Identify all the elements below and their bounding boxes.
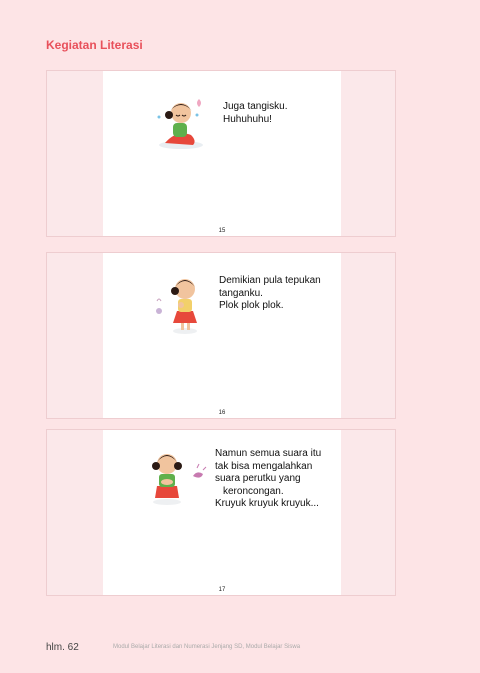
story-panel-1: [46, 70, 396, 237]
story-panel-3: [46, 429, 396, 596]
footer-page-label: hlm. 62: [46, 642, 79, 653]
page-number: 17: [218, 587, 226, 593]
section-title: Kegiatan Literasi: [46, 38, 143, 52]
footer-caption: Modul Belajar Literasi dan Numerasi Jenjang SD, Modul Belajar Siswa: [113, 644, 301, 650]
page-number: 15: [218, 228, 226, 234]
story-text: Namun semua suara itu tak bisa mengalahkan suara perutku yang keroncongan. Kruyuk kruyuk kruyuk...: [215, 448, 322, 509]
story-text: Juga tangisku. Huhuhuhu!: [223, 101, 288, 125]
hungry-girl-illustration: [145, 446, 215, 508]
story-text: Demikian pula tepukan tanganku. Plok plok plok.: [219, 275, 321, 311]
story-page: [103, 71, 341, 236]
clapping-girl-illustration: [145, 271, 211, 337]
page-number: 16: [218, 410, 226, 416]
crying-girl-illustration: [147, 93, 209, 151]
story-page: [103, 253, 341, 418]
story-panel-2: [46, 252, 396, 419]
story-page: [103, 430, 341, 595]
